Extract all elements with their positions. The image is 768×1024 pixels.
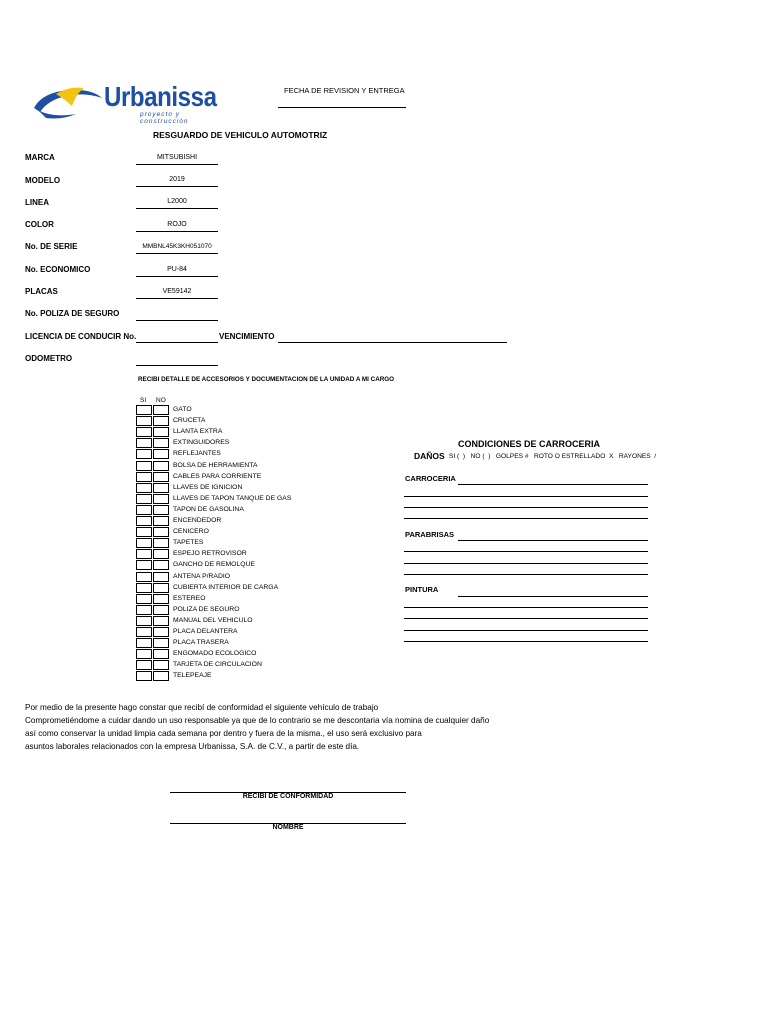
checklist-row [136, 449, 170, 460]
checkbox-no[interactable] [153, 627, 169, 637]
checklist-item-label: ESPEJO RETROVISOR [173, 550, 247, 557]
statement-line-1: Por medio de la presente hago constar que recibí de conformidad el siguiente vehículo de trabajo [25, 703, 379, 712]
checkbox-no[interactable] [153, 605, 169, 615]
checkbox-si[interactable] [136, 660, 152, 670]
checkbox-no[interactable] [153, 416, 169, 426]
checkbox-si[interactable] [136, 649, 152, 659]
checklist-item-label: PLACA TRASERA [173, 639, 229, 646]
checklist-row [136, 416, 170, 427]
checklist-row [136, 560, 170, 571]
checkbox-no[interactable] [153, 638, 169, 648]
field-label-economico: No. ECONOMICO [25, 265, 91, 274]
field-line-placas [136, 298, 218, 299]
checklist-item-label: CABLES PARA CORRIENTE [173, 473, 262, 480]
field-line-color [136, 231, 218, 232]
document-title: RESGUARDO DE VEHICULO AUTOMOTRIZ [153, 130, 328, 140]
danos-legend: SI ( ) NO ( ) GOLPES # ROTO O ESTRELLADO X RAYONES / [449, 453, 657, 460]
checkbox-no[interactable] [153, 583, 169, 593]
statement-line-3: así como conservar la unidad limpia cada semana por dentro y fuera de la misma., el uso será exclusivo para [25, 729, 422, 738]
checklist-row [136, 516, 170, 527]
checkbox-no[interactable] [153, 527, 169, 537]
checklist-item-label: ENCENDEDOR [173, 517, 222, 524]
checkbox-si[interactable] [136, 560, 152, 570]
checkbox-si[interactable] [136, 594, 152, 604]
checklist-item-label: MANUAL DEL VEHICULO [173, 617, 253, 624]
checkbox-no[interactable] [153, 616, 169, 626]
checkbox-si[interactable] [136, 638, 152, 648]
checkbox-no[interactable] [153, 594, 169, 604]
checkbox-no[interactable] [153, 671, 169, 681]
pintura-line-4 [404, 630, 648, 631]
checkbox-no[interactable] [153, 538, 169, 548]
danos-label: DAÑOS [414, 451, 445, 461]
checkbox-no[interactable] [153, 505, 169, 515]
section-parabrisas-label: PARABRISAS [405, 530, 455, 539]
checklist-row [136, 605, 170, 616]
parabrisas-line-4 [404, 574, 648, 575]
odometro-label: ODOMETRO [25, 354, 73, 363]
checkbox-si[interactable] [136, 472, 152, 482]
parabrisas-line-1 [458, 540, 648, 541]
checkbox-no[interactable] [153, 427, 169, 437]
checkbox-si[interactable] [136, 671, 152, 681]
checklist-no-header: NO [156, 397, 166, 404]
checklist-row [136, 438, 170, 449]
checklist-row [136, 538, 170, 549]
checklist-row [136, 649, 170, 660]
field-value-placas: VE59142 [162, 288, 192, 295]
field-label-placas: PLACAS [25, 287, 58, 296]
field-line-serie [136, 253, 218, 254]
carroceria-line-1 [458, 484, 648, 485]
company-logo [32, 80, 217, 125]
carroceria-line-3 [404, 507, 648, 508]
checkbox-no[interactable] [153, 549, 169, 559]
statement-line-4: asuntos laborales relacionados con la empresa Urbanissa, S.A. de C.V., a partir de este día. [25, 742, 360, 751]
field-line-modelo [136, 186, 218, 187]
field-line-marca [136, 164, 218, 165]
checkbox-si[interactable] [136, 449, 152, 459]
checklist-item-label: REFLEJANTES [173, 450, 221, 457]
licencia-line [136, 342, 218, 343]
recibi-detalle-text: RECIBI DETALLE DE ACCESORIOS Y DOCUMENTACION DE LA UNIDAD A MI CARGO [138, 376, 395, 383]
field-value-economico: PU-84 [167, 266, 187, 273]
checkbox-si[interactable] [136, 427, 152, 437]
field-label-modelo: MODELO [25, 176, 61, 185]
field-value-linea: L2000 [167, 198, 187, 205]
checkbox-si[interactable] [136, 505, 152, 515]
checkbox-no[interactable] [153, 438, 169, 448]
carroceria-line-2 [404, 496, 648, 497]
checkbox-si[interactable] [136, 616, 152, 626]
pintura-line-1 [458, 596, 648, 597]
checklist-item-label: ENGOMADO ECOLOGICO [173, 650, 257, 657]
checklist-row [136, 572, 170, 583]
checklist-row [136, 483, 170, 494]
checkbox-si[interactable] [136, 438, 152, 448]
checklist-row [136, 427, 170, 438]
field-label-color: COLOR [25, 220, 54, 229]
fecha-revision-line [278, 107, 406, 108]
carroceria-line-4 [404, 518, 648, 519]
checklist-row [136, 549, 170, 560]
pintura-line-5 [404, 641, 648, 642]
field-label-poliza: No. POLIZA DE SEGURO [25, 309, 120, 318]
statement-line-2: Comprometiéndome a cuidar dando un uso responsable ya que de lo contrario se me descontaria vía nomina de cualquier daño [25, 716, 490, 725]
checkbox-no[interactable] [153, 449, 169, 459]
checklist-si-header: SI [140, 397, 147, 404]
checkbox-no[interactable] [153, 660, 169, 670]
field-line-linea [136, 208, 218, 209]
odometro-line [136, 365, 218, 366]
checkbox-si[interactable] [136, 405, 152, 415]
parabrisas-line-2 [404, 551, 648, 552]
checkbox-si[interactable] [136, 516, 152, 526]
checklist-row [136, 472, 170, 483]
checklist-row [136, 616, 170, 627]
checklist-item-label: POLIZA DE SEGURO [173, 606, 240, 613]
checkbox-si[interactable] [136, 538, 152, 548]
checklist-item-label: LLAVES DE TAPON TANQUE DE GAS [173, 495, 292, 502]
checklist-item-label: CUBIERTA INTERIOR DE CARGA [173, 584, 279, 591]
checklist-item-label: GANCHO DE REMOLQUE [173, 561, 255, 568]
logo-tagline: proyecto y construcción [140, 111, 189, 125]
checklist-item-label: GATO [173, 406, 192, 413]
fecha-revision-label: FECHA DE REVISION Y ENTREGA [284, 86, 405, 95]
vencimiento-label: VENCIMIENTO [219, 332, 275, 341]
checklist-item-label: TAPON DE GASOLINA [173, 506, 244, 513]
field-label-serie: No. DE SERIE [25, 242, 78, 251]
pintura-line-3 [404, 618, 648, 619]
field-label-linea: LINEA [25, 198, 49, 207]
checklist-item-label: TELEPEAJE [173, 672, 212, 679]
checkbox-si[interactable] [136, 416, 152, 426]
parabrisas-line-3 [404, 563, 648, 564]
checklist-row [136, 594, 170, 605]
signature-nombre-label: NOMBRE [272, 824, 304, 831]
checkbox-no[interactable] [153, 572, 169, 582]
section-carroceria-label: CARROCERIA [405, 474, 456, 483]
field-line-economico [136, 276, 218, 277]
checklist-item-label: TARJETA DE CIRCULACION [173, 661, 262, 668]
checkbox-si[interactable] [136, 461, 152, 471]
checklist-item-label: ESTEREO [173, 595, 206, 602]
checkbox-si[interactable] [136, 527, 152, 537]
field-value-color: ROJO [167, 221, 187, 228]
checklist-row [136, 405, 170, 416]
checklist-row [136, 583, 170, 594]
carroceria-title: CONDICIONES DE CARROCERIA [458, 439, 601, 449]
checkbox-no[interactable] [153, 560, 169, 570]
checkbox-no[interactable] [153, 405, 169, 415]
checklist-item-label: EXTINGUIDORES [173, 439, 230, 446]
logo-name: Urbanissa [104, 81, 217, 112]
field-value-serie: MMBNL45K3KH051070 [142, 243, 212, 250]
checkbox-no[interactable] [153, 483, 169, 493]
checkbox-no[interactable] [153, 461, 169, 471]
field-value-marca: MITSUBISHI [156, 154, 198, 161]
checkbox-no[interactable] [153, 472, 169, 482]
field-value-modelo: 2019 [169, 176, 185, 183]
checklist-item-label: LLAVES DE IGNICION [173, 484, 243, 491]
section-pintura-label: PINTURA [405, 585, 439, 594]
checklist-item-label: BOLSA DE HERRAMIENTA [173, 462, 258, 469]
checklist-item-label: LLANTA EXTRA [173, 428, 223, 435]
licencia-label: LICENCIA DE CONDUCIR No. [25, 332, 137, 341]
checklist-item-label: PLACA DELANTERA [173, 628, 238, 635]
field-line-poliza [136, 320, 218, 321]
checkbox-no[interactable] [153, 494, 169, 504]
checkbox-si[interactable] [136, 483, 152, 493]
field-label-marca: MARCA [25, 153, 55, 162]
checkbox-si[interactable] [136, 549, 152, 559]
vencimiento-line [278, 342, 507, 343]
checklist-row [136, 660, 170, 671]
checklist-row [136, 627, 170, 638]
checklist-row [136, 527, 170, 538]
checklist-row [136, 505, 170, 516]
checklist-row [136, 638, 170, 649]
checklist-item-label: TAPETES [173, 539, 204, 546]
logo-icon [32, 80, 104, 120]
checkbox-no[interactable] [153, 649, 169, 659]
checklist-row [136, 461, 170, 472]
checkbox-si[interactable] [136, 627, 152, 637]
checklist-item-label: ANTENA P/RADIO [173, 573, 231, 580]
checkbox-si[interactable] [136, 583, 152, 593]
checkbox-si[interactable] [136, 605, 152, 615]
checkbox-no[interactable] [153, 516, 169, 526]
checkbox-si[interactable] [136, 494, 152, 504]
signature-recibi-label: RECIBI DE CONFORMIDAD [242, 793, 334, 800]
checklist-item-label: CRUCETA [173, 417, 206, 424]
pintura-line-2 [404, 607, 648, 608]
checklist-row [136, 671, 170, 682]
checkbox-si[interactable] [136, 572, 152, 582]
checklist-item-label: CENICERO [173, 528, 209, 535]
checklist-row [136, 494, 170, 505]
